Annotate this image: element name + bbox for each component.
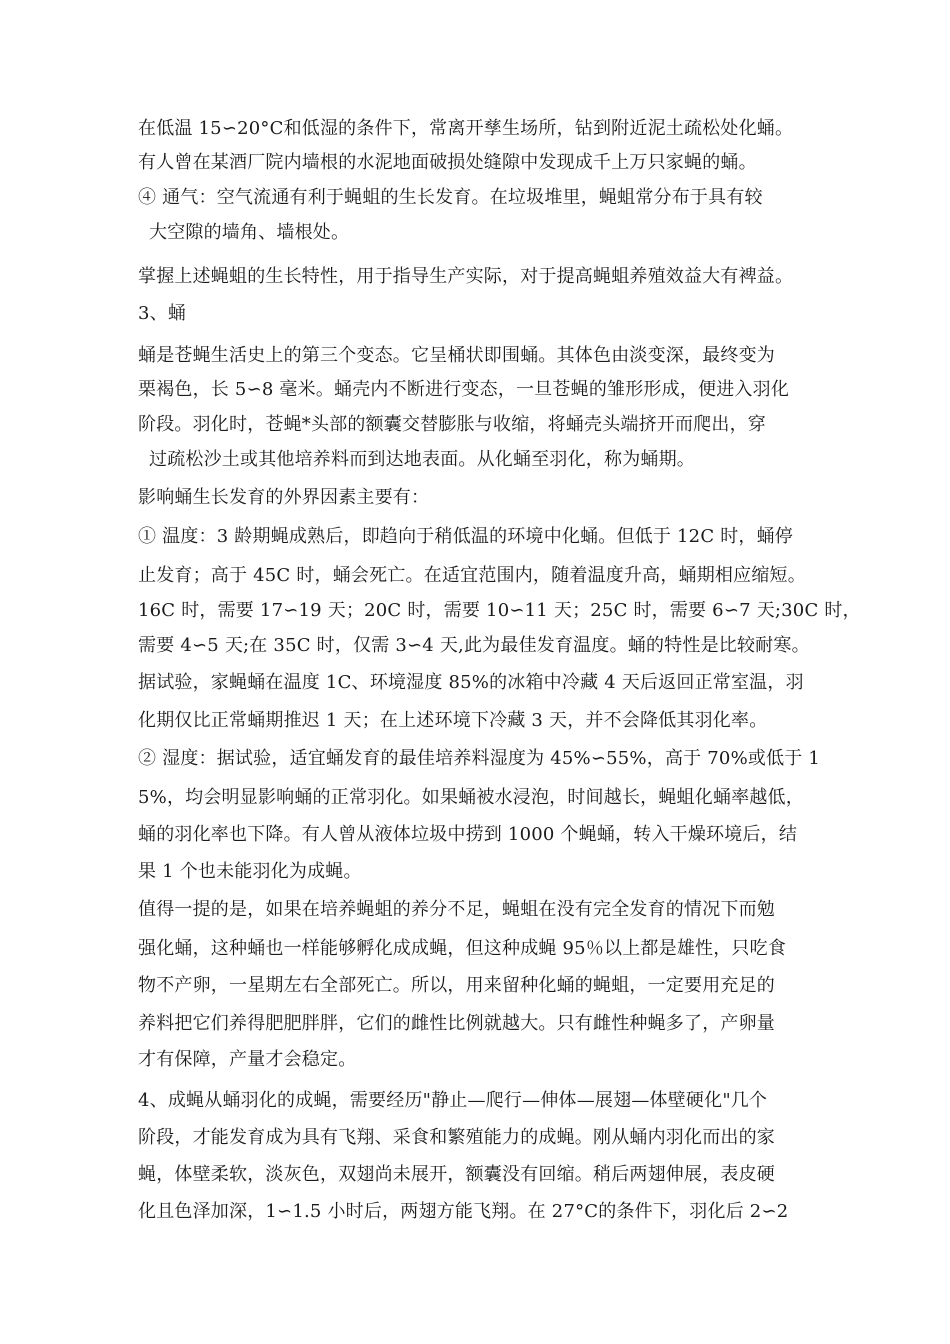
text-line-25: 养料把它们养得肥肥胖胖，它们的雌性比例就越大。只有雌性种蝇多了，产卵量 <box>138 1013 775 1034</box>
section-heading-pupa: 3、蛹 <box>138 303 187 324</box>
text-line-1: 在低温 15∽20°C和低湿的条件下，常离开孳生场所，钻到附近泥土疏松处化蛹。 <box>138 118 794 139</box>
text-line-20: 蛹的羽化率也下降。有人曾从液体垃圾中捞到 1000 个蝇蛹，转入干燥环境后，结 <box>138 824 798 845</box>
text-line-22: 值得一提的是，如果在培养蝇蛆的养分不足，蝇蛆在没有完全发育的情况下而勉 <box>138 899 775 920</box>
section-heading-adult-fly: 4、成蝇从蛹羽化的成蝇，需要经历"静止—爬行—伸体—展翅—体壁硬化"几个 <box>138 1090 768 1111</box>
text-line-23: 强化蛹，这种蛹也一样能够孵化成成蝇，但这种成蝇 95％以上都是雄性，只吃食 <box>138 938 787 959</box>
text-line-29: 蝇，体壁柔软，淡灰色，双翅尚未展开，额囊没有回缩。稍后两翅伸展，表皮硬 <box>138 1164 775 1185</box>
text-line-8: 栗褐色，长 5∽8 毫米。蛹壳内不断进行变态，一旦苍蝇的雏形形成，便进入羽化 <box>138 379 790 400</box>
text-line-9: 阶段。羽化时，苍蝇*头部的额囊交替膨胀与收缩，将蛹壳头端挤开而爬出，穿 <box>138 414 766 435</box>
text-line-21: 果 1 个也未能羽化为成蝇。 <box>138 861 362 882</box>
text-line-7: 蛹是苍蝇生活史上的第三个变态。它呈桶状即围蛹。其体色由淡变深，最终变为 <box>138 345 775 366</box>
text-line-17: 化期仅比正常蛹期推迟 1 天；在上述环境下冷藏 3 天，并不会降低其羽化率。 <box>138 710 768 731</box>
text-line-28: 阶段，才能发育成为具有飞翔、采食和繁殖能力的成蝇。刚从蛹内羽化而出的家 <box>138 1127 775 1148</box>
text-line-15: 需要 4∽5 天;在 35C 时，仅需 3∽4 天,此为最佳发育温度。蛹的特性是比较耐寒。 <box>138 635 810 656</box>
text-line-18: ② 湿度：据试验，适宜蛹发育的最佳培养料湿度为 45%∽55%，高于 70%或低于 1 <box>138 748 821 769</box>
text-line-26: 才有保障，产量才会稳定。 <box>138 1049 357 1070</box>
text-line-10: 过疏松沙土或其他培养料而到达地表面。从化蛹至羽化，称为蛹期。 <box>149 449 695 470</box>
text-line-19: 5%，均会明显影响蛹的正常羽化。如果蛹被水浸泡，时间越长，蝇蛆化蛹率越低， <box>138 787 804 808</box>
text-line-14: 16C 时，需要 17∽19 天；20C 时，需要 10∽11 天；25C 时，需要 6∽7 天;30C 时， <box>138 600 861 621</box>
text-line-12: ① 温度：3 龄期蝇成熟后，即趋向于稍低温的环境中化蛹。但低于 12C 时，蛹停 <box>138 526 794 547</box>
text-line-5: 掌握上述蝇蛆的生长特性，用于指导生产实际，对于提高蝇蛆养殖效益大有裨益。 <box>138 266 794 287</box>
text-line-24: 物不产卵，一星期左右全部死亡。所以，用来留种化蛹的蝇蛆，一定要用充足的 <box>138 975 775 996</box>
text-line-11: 影响蛹生长发育的外界因素主要有： <box>138 487 430 508</box>
text-line-2: 有人曾在某酒厂院内墙根的水泥地面破损处缝隙中发现成千上万只家蝇的蛹。 <box>138 152 757 173</box>
text-line-13: 止发育；高于 45C 时，蛹会死亡。在适宜范围内，随着温度升高，蛹期相应缩短。 <box>138 565 806 586</box>
text-line-30: 化且色泽加深，1∽1.5 小时后，两翅方能飞翔。在 27°C的条件下，羽化后 2∽2 <box>138 1201 789 1222</box>
text-line-4: 大空隙的墙角、墙根处。 <box>149 222 350 243</box>
text-line-16: 据试验，家蝇蛹在温度 1C、环境湿度 85%的冰箱中冷藏 4 天后返回正常室温，羽 <box>138 672 804 693</box>
text-line-3: ④ 通气：空气流通有利于蝇蛆的生长发育。在垃圾堆里，蝇蛆常分布于具有较 <box>138 187 763 208</box>
